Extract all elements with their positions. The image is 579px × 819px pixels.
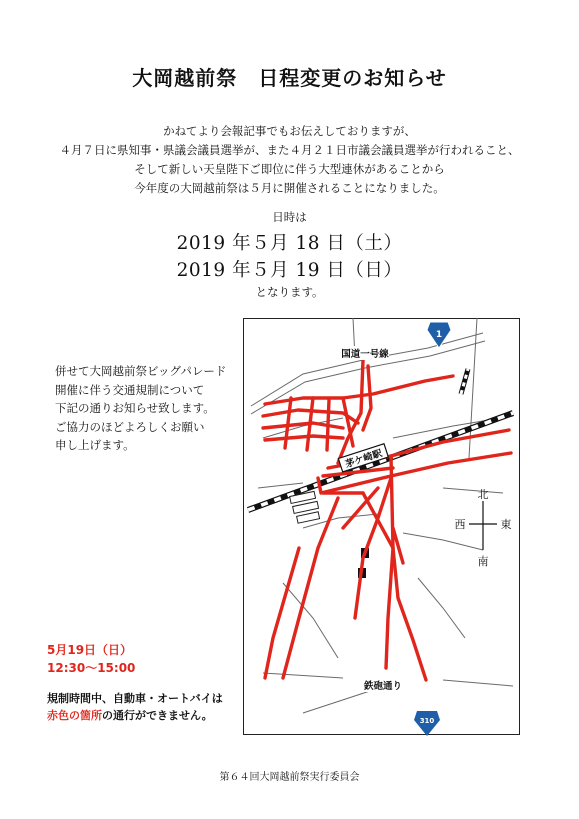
station-label: 茅ケ崎駅 [344,448,384,471]
intro-paragraph [0,122,579,198]
traffic-notice [55,362,245,455]
intro-line: かねてより会報記事でもお伝えしておりますが、 [163,124,416,138]
compass-east: 東 [500,518,512,531]
closure-highlight: 赤色の箇所 [47,709,102,722]
notice-line: 開催に伴う交通規制について [55,382,205,397]
schedule-closing: となります。 [255,285,324,299]
schedule-date-1: 2019 年５月 18 日（土） [176,233,403,254]
road-label: 鉄砲通り [363,681,403,692]
compass-west: 西 [454,518,466,531]
regulation-line-2 [47,707,257,724]
compass-north: 北 [477,488,489,501]
regulation-line-2-rest: の通行ができません。 [102,709,213,722]
traffic-map [243,318,520,736]
notice-line: 下記の通りお知らせ致します。 [55,401,215,415]
compass-south: 南 [477,555,489,568]
route310-badge-number: 310 [419,717,435,725]
schedule-label: 日時は [272,210,307,224]
footer-organizer: 第６４回大岡越前祭実行委員会 [219,772,360,783]
regulation-hours: 12:30〜15:00 [47,661,136,675]
page-title: 大岡越前祭 日程変更のお知らせ [132,66,447,90]
regulation-line-1: 規制時間中、自動車・オートバイは [47,692,223,705]
schedule-date-2: 2019 年５月 19 日（日） [176,260,403,281]
regulation-note [47,690,257,724]
intro-line: 今年度の大岡越前祭は５月に開催されることになりました。 [134,181,445,195]
notice-line: ご協力のほどよろしくお願い [55,419,205,434]
route1-badge-number: 1 [435,330,443,340]
notice-line: 併せて大岡越前祭ビッグパレード [55,364,227,378]
notice-line: 申し上げます。 [55,438,135,452]
regulation-date: 5月19日（日） [47,643,133,657]
route1-label: 国道一号線 [341,349,389,360]
intro-line: そして新しい天皇陛下ご即位に伴う大型連休があることから [134,162,445,176]
intro-line: ４月７日に県知事・県議会議員選挙が、また４月２１日市議会議員選挙が行われること、 [59,143,520,157]
regulation-time [47,641,237,677]
